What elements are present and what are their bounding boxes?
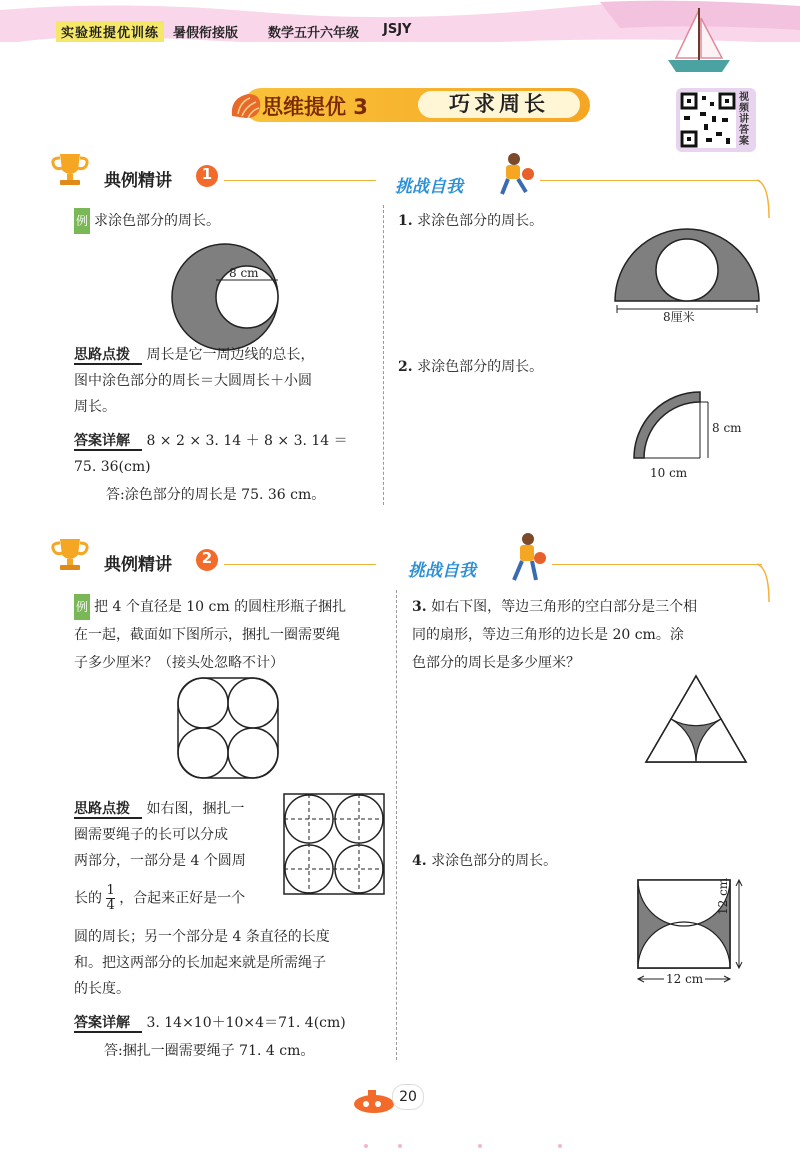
page-number: 20 — [392, 1084, 424, 1110]
q4-text: 求涂色部分的周长。 — [431, 853, 558, 869]
example1-prompt-row — [74, 208, 220, 234]
section1-title: 典例精讲 — [104, 171, 172, 191]
sailboat-icon — [664, 6, 734, 76]
example2-hint-line4 — [74, 884, 245, 913]
grade-label: 数学五升六年级 — [268, 26, 360, 41]
q4-number: 4. — [412, 853, 427, 869]
section1-challenge-tag: 挑战自我 — [395, 177, 463, 197]
q4-side-dimension — [734, 878, 744, 970]
example1-answer-line3: 答:涂色部分的周长是 75. 36 cm。 — [106, 487, 326, 503]
q3-number: 3. — [412, 599, 427, 615]
example2-hint-line1 — [74, 796, 244, 822]
example1-answer-line1 — [74, 428, 348, 454]
series-label: 实验班提优训练 — [56, 21, 164, 42]
section1-divider — [383, 205, 384, 505]
example2-hint-line3: 两部分，一部分是 4 个圆周 — [74, 853, 246, 869]
q3-line1: 如右下图，等边三角形的空白部分是三个相 — [431, 599, 698, 615]
q3-line1-row — [412, 594, 697, 620]
section2-title: 典例精讲 — [104, 555, 172, 575]
q2-text: 求涂色部分的周长。 — [417, 359, 544, 375]
q3-figure — [644, 674, 748, 764]
series-code: JSJY — [383, 22, 412, 37]
fraction-numerator: 1 — [106, 883, 115, 898]
answer-label-2: 答案详解 — [74, 1015, 142, 1033]
example2-line1: 把 4 个直径是 10 cm 的圆柱形瓶子捆扎 — [94, 599, 347, 615]
fraction-denominator: 4 — [106, 898, 115, 913]
section2-number: 2 — [201, 549, 213, 567]
example2-hint-line7: 的长度。 — [74, 981, 130, 997]
footer-decoration — [360, 1140, 600, 1152]
q2-side-label: 8 cm — [712, 421, 742, 435]
example2-answer-line2: 答:捆扎一圈需要绳子 71. 4 cm。 — [104, 1043, 315, 1059]
hint-text-1: 周长是它一周边线的总长， — [146, 347, 315, 363]
section2-challenge-tag: 挑战自我 — [408, 561, 476, 581]
topic-tag: 思维提优 3 — [262, 95, 368, 119]
q4-side-label: 12 cm — [716, 877, 730, 915]
hint2-text-4-post: ，合起来正好是一个 — [119, 890, 246, 907]
q3-line2: 同的扇形，等边三角形的边长是 20 cm。涂 — [412, 627, 684, 643]
section2-divider — [396, 590, 397, 1060]
q1-row — [398, 208, 543, 234]
example2-hint-line6: 和。把这两部分的长加起来就是所需绳子 — [74, 955, 326, 971]
q2-row — [398, 354, 543, 380]
answer2-text-1: 3. 14×10＋10×4＝71. 4(cm) — [146, 1015, 346, 1031]
example-badge-2: 例 — [74, 594, 90, 620]
q4-row — [412, 848, 557, 874]
example1-hint-line3: 周长。 — [74, 399, 116, 415]
trophy-icon — [48, 150, 92, 190]
q1-number: 1. — [398, 213, 413, 229]
hint-label: 思路点拨 — [74, 347, 142, 365]
q1-figure — [612, 226, 762, 306]
qr-label: 视频讲答案 — [739, 92, 749, 147]
example1-prompt: 求涂色部分的周长。 — [94, 213, 221, 229]
q2-number: 2. — [398, 359, 413, 375]
answer-text-1: 8 × 2 × 3. 14 ＋ 8 × 3. 14 ＝ — [146, 433, 348, 449]
q1-text: 求涂色部分的周长。 — [417, 213, 544, 229]
submarine-icon — [350, 1082, 398, 1116]
example1-hint-line1 — [74, 342, 314, 368]
trophy-icon-2 — [48, 535, 92, 575]
q4-bottom-label: 12 cm — [666, 972, 704, 986]
edition-label: 暑假衔接版 — [173, 26, 239, 41]
example-badge: 例 — [74, 208, 90, 234]
hint-label-2: 思路点拨 — [74, 801, 142, 819]
q1-figure-label: 8厘米 — [663, 310, 695, 324]
topic-name: 巧求周长 — [418, 91, 580, 118]
basketball-player-icon-2 — [506, 530, 554, 586]
section2-challenge-rule — [552, 564, 762, 565]
qr-code-icon[interactable] — [680, 92, 736, 148]
hint2-text-1: 如右图，捆扎一 — [146, 801, 245, 817]
example2-line3: 子多少厘米？（接头处忽略不计） — [74, 655, 284, 671]
hint2-text-4-pre: 长的 — [74, 890, 102, 907]
example2-hint-line2: 圈需要绳子的长可以分成 — [74, 827, 228, 843]
example1-answer-line2: 75. 36(cm) — [74, 459, 151, 475]
q2-figure — [630, 388, 710, 460]
section1-rule-curve — [755, 178, 775, 222]
section2-rule-curve — [755, 562, 775, 606]
example2-line2: 在一起，截面如下图所示，捆扎一圈需要绳 — [74, 627, 340, 643]
example1-hint-line2: 图中涂色部分的周长＝大圆周长＋小圆 — [74, 373, 312, 389]
example2-hint-line5: 圆的周长；另一个部分是 4 条直径的长度 — [74, 929, 330, 945]
example1-figure-label: 8 cm — [229, 266, 259, 280]
example2-line1-row — [74, 594, 346, 620]
q2-bottom-label: 10 cm — [650, 466, 688, 480]
answer-label: 答案详解 — [74, 433, 142, 451]
section1-challenge-rule — [540, 180, 760, 181]
shell-icon — [228, 88, 264, 122]
example2-figure — [176, 676, 280, 780]
q3-line3: 色部分的周长是多少厘米？ — [412, 655, 580, 671]
section1-rule — [224, 180, 376, 181]
example2-hint-figure — [280, 790, 390, 900]
section2-rule — [224, 564, 376, 565]
example2-answer-line1 — [74, 1010, 346, 1036]
section1-number: 1 — [201, 165, 213, 183]
example1-figure — [170, 242, 280, 352]
fraction — [106, 884, 114, 913]
basketball-player-icon — [492, 150, 540, 198]
